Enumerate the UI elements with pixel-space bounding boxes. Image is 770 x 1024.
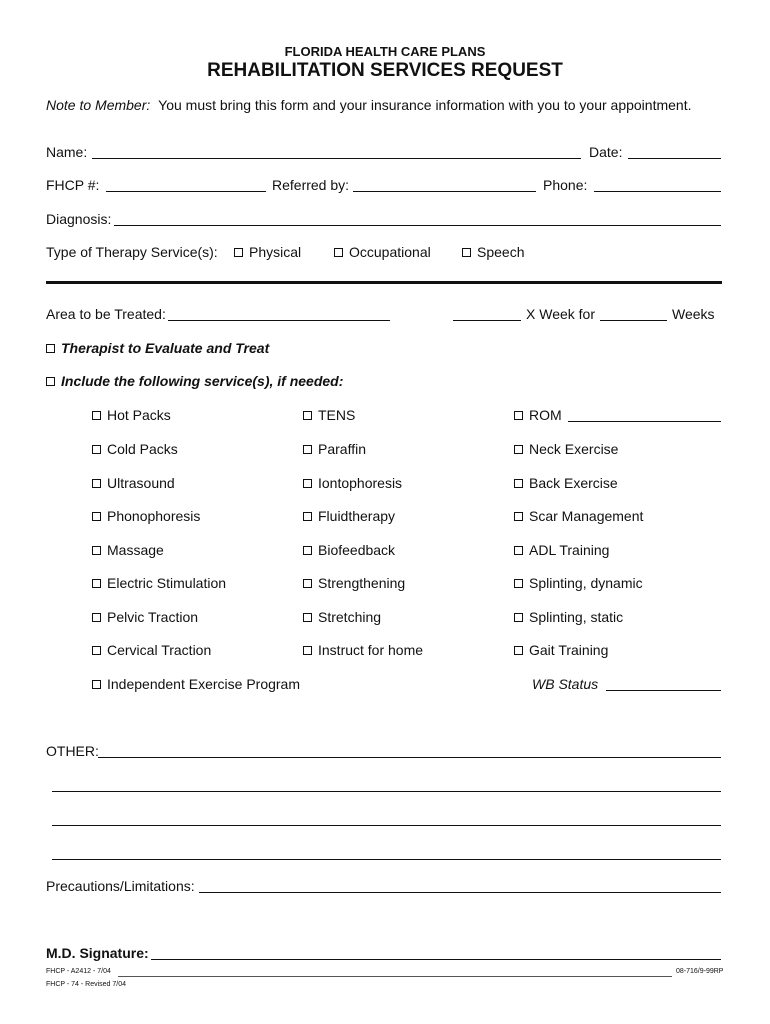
fhcp-field[interactable] <box>106 191 266 192</box>
date-field[interactable] <box>628 158 721 159</box>
rom-field[interactable] <box>568 421 721 422</box>
service-hot-packs-checkbox[interactable] <box>92 407 171 423</box>
service-massage-checkbox[interactable] <box>92 542 164 558</box>
checkbox-icon[interactable] <box>514 646 523 655</box>
checkbox-icon[interactable] <box>234 248 243 257</box>
therapy-occupational-checkbox[interactable] <box>334 244 431 260</box>
service-label: Strengthening <box>318 575 406 591</box>
service-biofeedback-checkbox[interactable] <box>303 542 395 558</box>
service-label: Paraffin <box>318 441 366 457</box>
wb-status-field[interactable] <box>606 690 721 691</box>
therapy-physical-label: Physical <box>249 244 302 260</box>
other-field-line-1[interactable] <box>98 757 721 758</box>
service-label: Iontophoresis <box>318 475 403 491</box>
include-services-checkbox[interactable] <box>46 373 343 389</box>
service-tens-checkbox[interactable] <box>303 407 355 423</box>
service-label: ROM <box>529 407 562 423</box>
duration-field[interactable] <box>600 320 667 321</box>
service-label: Ultrasound <box>107 475 175 491</box>
checkbox-icon[interactable] <box>303 445 312 454</box>
service-instruct-home-checkbox[interactable] <box>303 642 423 658</box>
service-independent-exercise-checkbox[interactable] <box>92 676 300 692</box>
therapy-speech-label: Speech <box>477 244 525 260</box>
other-field-line-2[interactable] <box>52 791 721 792</box>
checkbox-icon[interactable] <box>334 248 343 257</box>
checkbox-icon[interactable] <box>92 646 101 655</box>
checkbox-icon[interactable] <box>46 344 55 353</box>
service-label: Cold Packs <box>107 441 178 457</box>
checkbox-icon[interactable] <box>303 479 312 488</box>
md-signature-field[interactable] <box>151 959 721 960</box>
checkbox-icon[interactable] <box>514 613 523 622</box>
precautions-label: Precautions/Limitations: <box>46 878 195 894</box>
service-label: Independent Exercise Program <box>107 676 300 692</box>
service-label: Fluidtherapy <box>318 508 396 524</box>
service-ultrasound-checkbox[interactable] <box>92 475 175 491</box>
section-divider <box>46 281 722 284</box>
org-name: FLORIDA HEALTH CARE PLANS <box>284 44 486 59</box>
include-services-label: Include the following service(s), if needed: <box>61 373 344 389</box>
phone-field[interactable] <box>594 191 721 192</box>
checkbox-icon[interactable] <box>92 680 101 689</box>
checkbox-icon[interactable] <box>92 411 101 420</box>
checkbox-icon[interactable] <box>514 512 523 521</box>
checkbox-icon[interactable] <box>514 579 523 588</box>
service-splinting-static-checkbox[interactable] <box>514 609 623 625</box>
footer-code-2: FHCP - 74 - Revised 7/04 <box>46 981 127 988</box>
referred-by-field[interactable] <box>353 191 536 192</box>
service-electric-stimulation-checkbox[interactable] <box>92 575 226 591</box>
checkbox-icon[interactable] <box>514 411 523 420</box>
service-label: Splinting, dynamic <box>529 575 643 591</box>
service-label: Massage <box>107 542 164 558</box>
service-paraffin-checkbox[interactable] <box>303 441 366 457</box>
service-label: Pelvic Traction <box>107 609 199 625</box>
footer-code-1: FHCP - A2412 - 7/04 <box>46 968 111 975</box>
service-label: Biofeedback <box>318 542 396 558</box>
checkbox-icon[interactable] <box>303 546 312 555</box>
service-stretching-checkbox[interactable] <box>303 609 381 625</box>
checkbox-icon[interactable] <box>92 579 101 588</box>
checkbox-icon[interactable] <box>92 546 101 555</box>
note-text: You must bring this form and your insurance information with you to your appointment. <box>158 97 692 113</box>
service-scar-management-checkbox[interactable] <box>514 508 643 524</box>
checkbox-icon[interactable] <box>92 512 101 521</box>
service-back-exercise-checkbox[interactable] <box>514 475 618 491</box>
service-cervical-traction-checkbox[interactable] <box>92 642 211 658</box>
service-label: ADL Training <box>529 542 610 558</box>
checkbox-icon[interactable] <box>514 445 523 454</box>
checkbox-icon[interactable] <box>303 411 312 420</box>
service-label: Scar Management <box>529 508 644 524</box>
checkbox-icon[interactable] <box>92 479 101 488</box>
evaluate-treat-label: Therapist to Evaluate and Treat <box>61 340 270 356</box>
service-label: Stretching <box>318 609 382 625</box>
name-label: Name: <box>46 144 88 160</box>
checkbox-icon[interactable] <box>514 479 523 488</box>
area-field[interactable] <box>168 320 390 321</box>
checkbox-icon[interactable] <box>303 613 312 622</box>
checkbox-icon[interactable] <box>462 248 471 257</box>
service-adl-training-checkbox[interactable] <box>514 542 609 558</box>
note-label: Note to Member: <box>46 97 151 113</box>
diagnosis-label: Diagnosis: <box>46 211 112 227</box>
service-label: Back Exercise <box>529 475 618 491</box>
checkbox-icon[interactable] <box>303 512 312 521</box>
form-title: REHABILITATION SERVICES REQUEST <box>207 60 563 81</box>
evaluate-treat-checkbox[interactable] <box>46 340 269 356</box>
diagnosis-field[interactable] <box>114 225 721 226</box>
service-splinting-dynamic-checkbox[interactable] <box>514 575 643 591</box>
precautions-field[interactable] <box>199 892 721 893</box>
service-phonophoresis-checkbox[interactable] <box>92 508 200 524</box>
footer-code-right: 08-716/9-99RP <box>676 968 724 975</box>
checkbox-icon[interactable] <box>303 579 312 588</box>
service-strengthening-checkbox[interactable] <box>303 575 405 591</box>
service-neck-exercise-checkbox[interactable] <box>514 441 618 457</box>
service-pelvic-traction-checkbox[interactable] <box>92 609 198 625</box>
checkbox-icon[interactable] <box>514 546 523 555</box>
service-cold-packs-checkbox[interactable] <box>92 441 178 457</box>
service-label: Instruct for home <box>318 642 424 658</box>
therapy-physical-checkbox[interactable] <box>234 244 301 260</box>
member-note <box>46 97 691 113</box>
checkbox-icon[interactable] <box>303 646 312 655</box>
therapy-occupational-label: Occupational <box>349 244 431 260</box>
therapy-type-label: Type of Therapy Service(s): <box>46 244 218 260</box>
referred-by-label: Referred by: <box>272 177 350 193</box>
fhcp-label: FHCP #: <box>46 177 100 193</box>
wb-status-label: WB Status <box>532 676 599 692</box>
phone-label: Phone: <box>543 177 588 193</box>
md-signature-label: M.D. Signature: <box>46 945 149 961</box>
service-label: Hot Packs <box>107 407 171 423</box>
service-rom-checkbox[interactable] <box>514 407 562 423</box>
x-week-for-label: X Week for <box>526 306 595 322</box>
checkbox-icon[interactable] <box>46 377 55 386</box>
other-field-line-4[interactable] <box>52 859 721 860</box>
checkbox-icon[interactable] <box>92 445 101 454</box>
date-label: Date: <box>589 144 623 160</box>
footer-rule <box>118 976 672 977</box>
name-field[interactable] <box>92 158 581 159</box>
weeks-label: Weeks <box>672 306 715 322</box>
service-iontophoresis-checkbox[interactable] <box>303 475 402 491</box>
checkbox-icon[interactable] <box>92 613 101 622</box>
service-label: Splinting, static <box>529 609 624 625</box>
service-label: Gait Training <box>529 642 609 658</box>
other-field-line-3[interactable] <box>52 825 721 826</box>
area-label: Area to be Treated: <box>46 306 166 322</box>
service-label: Cervical Traction <box>107 642 212 658</box>
frequency-field[interactable] <box>453 320 521 321</box>
service-label: Phonophoresis <box>107 508 201 524</box>
therapy-speech-checkbox[interactable] <box>462 244 524 260</box>
service-label: Electric Stimulation <box>107 575 227 591</box>
service-label: Neck Exercise <box>529 441 619 457</box>
service-gait-training-checkbox[interactable] <box>514 642 608 658</box>
service-label: TENS <box>318 407 356 423</box>
service-fluidtherapy-checkbox[interactable] <box>303 508 395 524</box>
other-label: OTHER: <box>46 743 99 759</box>
